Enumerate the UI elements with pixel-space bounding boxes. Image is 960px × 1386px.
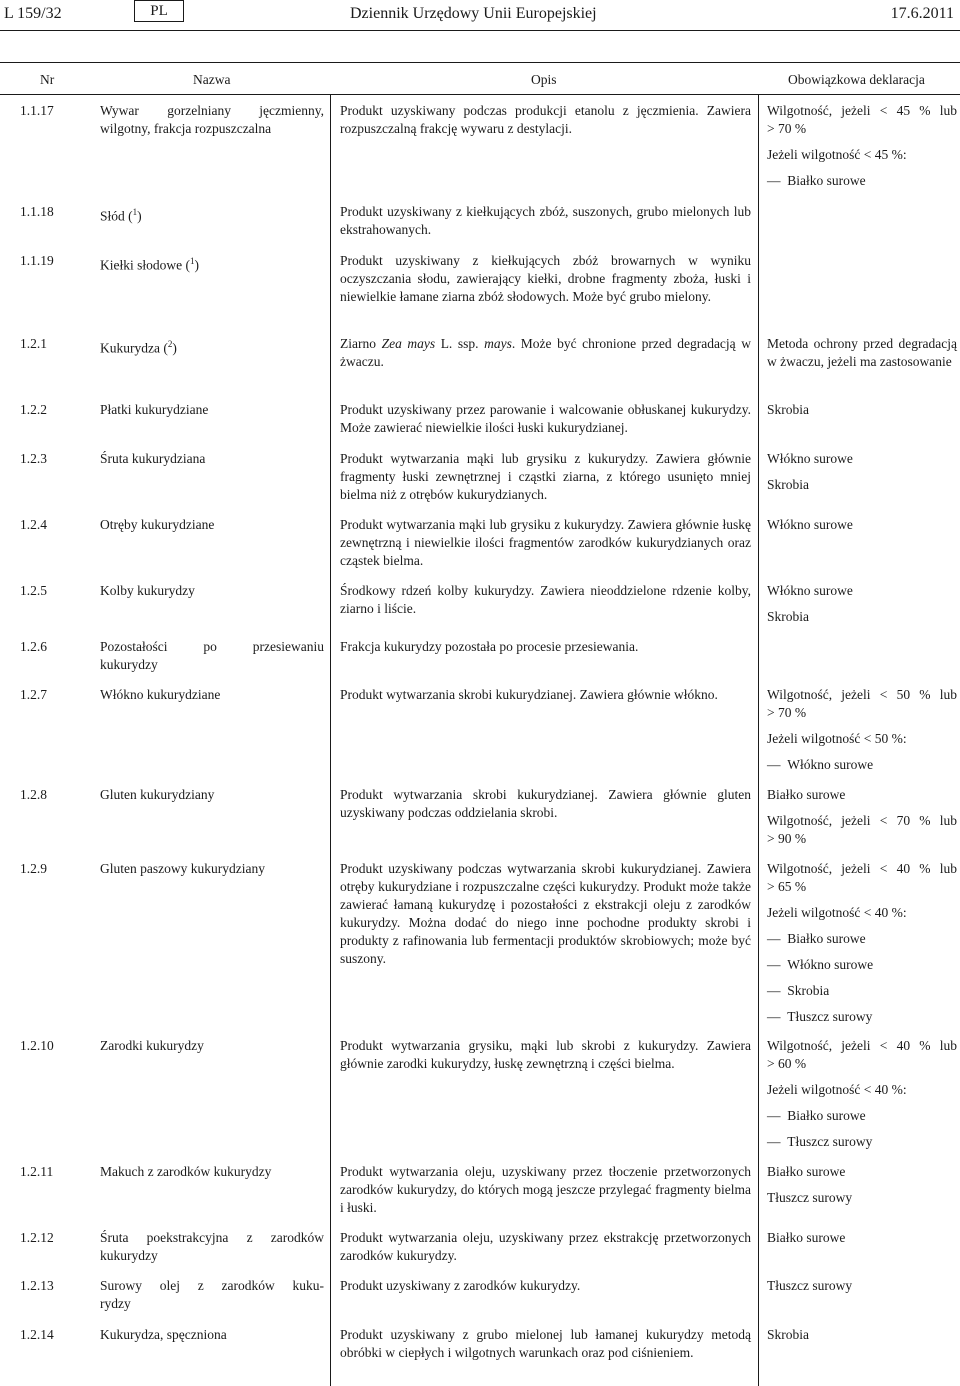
publication-date: 17.6.2011 <box>890 5 954 22</box>
row-name: Gluten kukurydziany <box>100 787 215 802</box>
row-number: 1.2.10 <box>20 1038 54 1053</box>
row-name: Surowy olej z zarodków kuku- rydzy <box>100 1278 324 1311</box>
row-description: Produkt uzyskiwany z zarodków kukurydzy. <box>340 1278 581 1293</box>
row-description: Produkt wytwarzania oleju, uzyskiwany przez tłoczenie przetworzonych zarodków kukurydzy, do których mogą jeszcze przylegać fragmenty bielma i łuski. <box>340 1164 751 1215</box>
row-name: Otręby kukurydziane <box>100 517 215 532</box>
row-name: Zarodki kukurydzy <box>100 1038 204 1053</box>
row-description: Produkt wytwarzania grysiku, mąki lub skrobi z kukurydzy. Zawiera głównie zarodki kukurydzy, łuskę zewnętrzną i części bielma. <box>340 1038 751 1071</box>
row-number: 1.2.9 <box>20 861 47 876</box>
row-declaration: Tłuszcz surowy <box>767 1278 853 1293</box>
row-description: Produkt wytwarzania mąki lub grysiku z kukurydzy. Zawiera głównie fragmenty łuski zewnętrznej i cząstki ziarna, z którego usunięto mniej bielma niż z otrębów kukurydzianych. <box>340 451 751 502</box>
row-description: Produkt uzyskiwany podczas wytwarzania skrobi kukurydzianej. Zawiera otręby kukurydziane i rozpuszczalne części kukurydzy. Produkt może także zawierać łamaną kukurydzę i pozostałości z ekstrakcji oleju z zarodków kukurydzy. Można dodać do niego inne pochodne produkty skrobi i produkty z rafinowania lub fermentacji produktów skrobiowych; może być suszony. <box>340 861 751 966</box>
header-rule <box>0 30 960 31</box>
row-description: Produkt uzyskiwany podczas produkcji etanolu z jęczmienia. Zawiera rozpuszczalną frakcję wywaru z destylacji. <box>340 103 751 136</box>
row-declaration: Skrobia <box>767 402 809 417</box>
row-declaration: Białko surowe Tłuszcz surowy <box>767 1164 853 1205</box>
row-number: 1.2.4 <box>20 517 47 532</box>
row-description: Produkt wytwarzania skrobi kukurydzianej. Zawiera głównie gluten uzyskiwany podczas oddzielania skrobi. <box>340 787 751 820</box>
row-description: Produkt uzyskiwany z grubo mielonej lub łamanej kukurydzy metodą obróbki w ciepłych i wilgotnych warunkach oraz pod ciśnieniem. <box>340 1327 751 1360</box>
column-header-name: Nazwa <box>193 72 231 87</box>
row-number: 1.2.8 <box>20 787 47 802</box>
row-declaration: Białko surowe <box>767 1230 846 1245</box>
row-name: Śruta kukurydziana <box>100 451 206 466</box>
row-name: Makuch z zarodków kukurydzy <box>100 1164 272 1179</box>
row-number: 1.2.11 <box>20 1164 54 1179</box>
column-header-desc: Opis <box>531 72 557 87</box>
row-declaration: Włókno surowe Skrobia <box>767 451 853 492</box>
column-header-nr: Nr <box>40 72 55 87</box>
row-number: 1.1.17 <box>20 103 54 118</box>
row-number: 1.2.14 <box>20 1327 54 1342</box>
row-description: Produkt wytwarzania oleju, uzyskiwany przez ekstrakcję przetworzonych zarodków kukurydzy. <box>340 1230 751 1263</box>
row-description: Frakcja kukurydzy pozostała po procesie przesiewania. <box>340 639 639 654</box>
row-description: Produkt wytwarzania mąki lub grysiku z kukurydzy. Zawiera głównie łuskę zewnętrzną i niewielkie ilości fragmentów zarodków kukurydzianych oraz cząstek bielma. <box>340 517 751 568</box>
row-number: 1.2.13 <box>20 1278 54 1293</box>
row-description: Produkt uzyskiwany z kiełkujących zbóż browarnych w wyniku oczyszczania słodu, zawierający kiełki, drobne fragmenty zboża, łuski i niewielkie łamane ziarna zbóż słodowych. Może być grubo mielony. <box>340 253 751 304</box>
row-name: Kolby kukurydzy <box>100 583 195 598</box>
row-number: 1.1.18 <box>20 204 54 219</box>
row-name: Słód ($^1$) <box>100 207 142 224</box>
row-number: 1.2.2 <box>20 402 47 417</box>
row-description: Produkt wytwarzania skrobi kukurydzianej. Zawiera głównie włókno. <box>340 687 718 702</box>
column-header-decl: Obowiązkowa deklaracja <box>788 72 925 87</box>
row-number: 1.2.6 <box>20 639 47 654</box>
row-description: Produkt uzyskiwany z kiełkujących zbóż, suszonych, grubo mielonych lub ekstrahowanych. <box>340 204 751 237</box>
row-number: 1.2.7 <box>20 687 47 702</box>
row-name: Pozostałości po przesiewaniu kukurydzy <box>100 639 324 672</box>
row-number: 1.2.5 <box>20 583 47 598</box>
row-name: Gluten paszowy kukurydziany <box>100 861 265 876</box>
row-name: Kukurydza, spęczniona <box>100 1327 227 1342</box>
language-badge: PL <box>134 0 184 22</box>
row-description: Środkowy rdzeń kolby kukurydzy. Zawiera nieoddzielone rdzenie kolby, ziarno i liście. <box>340 583 751 616</box>
row-declaration: Białko surowe Wilgotność, jeżeli < 70 % lub > 90 % <box>767 787 957 846</box>
row-number: 1.1.19 <box>20 253 54 268</box>
row-declaration: Wilgotność, jeżeli < 40 % lub > 65 % Jeżeli wilgotność < 40 %: — Białko surowe — Włókno surowe — Skrobia — Tłuszcz surowy <box>767 860 957 1026</box>
row-name: Kukurydza ($^2$) <box>100 339 177 356</box>
row-name: Płatki kukurydziane <box>100 402 209 417</box>
table-top-rule <box>0 62 960 63</box>
page-reference: L 159/32 <box>4 5 62 22</box>
row-declaration: Wilgotność, jeżeli < 40 % lub > 60 % Jeżeli wilgotność < 40 %: — Białko surowe — Tłuszcz surowy <box>767 1037 957 1151</box>
row-number: 1.2.3 <box>20 451 47 466</box>
row-name: Kiełki słodowe ($^1$) <box>100 256 199 273</box>
column-header-rule <box>0 94 960 95</box>
row-name: Śruta poekstrakcyjna z zarodków kukurydzy <box>100 1230 324 1263</box>
row-declaration: Włókno surowe <box>767 517 853 532</box>
column-divider <box>758 94 759 1386</box>
row-number: 1.2.12 <box>20 1230 54 1245</box>
journal-title: Dziennik Urzędowy Unii Europejskiej <box>350 5 597 22</box>
row-declaration: Wilgotność, jeżeli < 45 % lub > 70 % Jeżeli wilgotność < 45 %: — Białko surowe <box>767 102 957 190</box>
page-header <box>0 0 960 30</box>
row-description: Produkt uzyskiwany przez parowanie i walcowanie obłuskanej kukurydzy. Może zawierać niewielkie ilości łuski kukurydzianej. <box>340 402 751 435</box>
row-declaration: Metoda ochrony przed degradacją w żwaczu, jeżeli ma zastosowanie <box>767 336 957 369</box>
row-declaration: Włókno surowe Skrobia <box>767 583 853 624</box>
column-divider <box>330 94 331 1386</box>
row-declaration: Skrobia <box>767 1327 809 1342</box>
row-number: 1.2.1 <box>20 336 47 351</box>
row-name: Włókno kukurydziane <box>100 687 221 702</box>
row-name: Wywar gorzelniany jęczmienny, wilgotny, frakcja rozpuszczalna <box>100 103 324 136</box>
row-declaration: Wilgotność, jeżeli < 50 % lub > 70 % Jeżeli wilgotność < 50 %: — Włókno surowe <box>767 686 957 774</box>
row-description: Ziarno Zea mays L. ssp. mays. Może być chronione przed degradacją w żwaczu. <box>340 336 751 369</box>
